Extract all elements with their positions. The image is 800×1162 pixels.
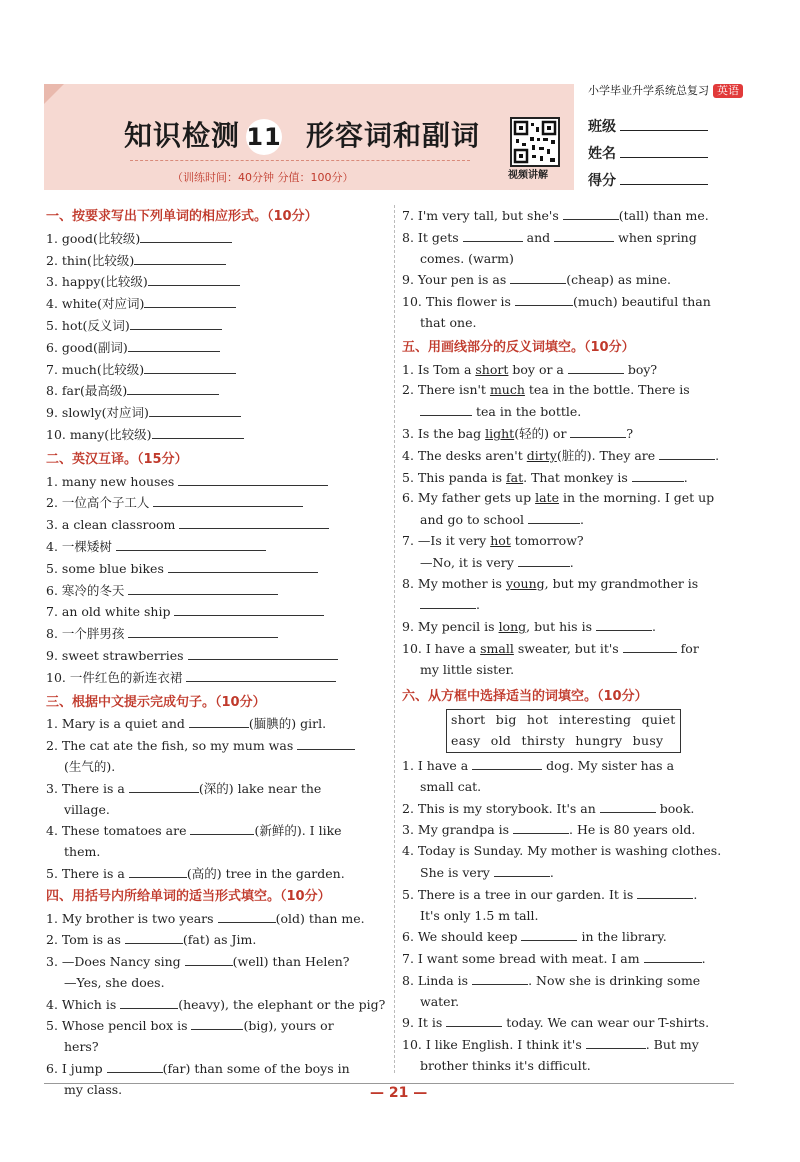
answer-blank[interactable] [446,1012,502,1027]
section-1-title: 一、按要求写出下列单词的相应形式。（10分） [46,209,318,224]
list-item: 3. happy(比较级) [46,271,378,293]
title-left: 知识检测 [124,119,241,152]
answer-blank[interactable] [186,667,336,682]
list-item: 8. 一个胖男孩 [46,623,378,645]
answer-blank[interactable] [513,819,569,834]
list-item: 3. My grandpa is . He is 80 years old. [402,819,732,841]
answer-blank[interactable] [153,492,303,507]
list-item: 1. Mary is a quiet and (腼腆的) girl. [46,713,378,735]
word-box [446,709,681,753]
answer-blank[interactable] [515,291,573,306]
list-item-cont: —No, it is very . [402,552,732,574]
list-item: 7. I'm very tall, but she's (tall) than me. [402,205,732,227]
list-item: 4. Today is Sunday. My mother is washing clothes. [402,843,722,859]
list-item: 1. My brother is two years (old) than me. [46,908,378,930]
section-5-title: 五、用画线部分的反义词填空。（10分） [402,339,635,355]
answer-blank[interactable] [129,863,187,878]
section-3-title: 三、根据中文提示完成句子。（10分） [46,694,266,710]
qr-code-icon[interactable] [510,117,560,167]
list-item: 1. good(比较级) [46,228,378,250]
list-item: 9. Your pen is as (cheap) as mine. [402,269,732,291]
subject-tag: 英语 [713,84,743,98]
list-item: 5. Whose pencil box is (big), yours or [46,1015,378,1037]
answer-blank[interactable] [189,713,249,728]
list-item: 4. 一棵矮树 [46,536,378,558]
list-item: 7. I want some bread with meat. I am . [402,948,732,970]
list-item: 6. good(副词) [46,337,378,359]
answer-blank[interactable] [568,359,624,374]
class-label: 班级 [588,119,616,135]
right-column [402,205,732,1077]
list-item: 2. Tom is as (fat) as Jim. [46,929,378,951]
answer-blank[interactable] [190,820,254,835]
word-box-row: easy old thirsty hungry busy [451,733,664,749]
answer-blank[interactable] [554,227,614,242]
list-item: 10. 一件红色的新连衣裙 [46,667,378,689]
answer-blank[interactable] [632,467,684,482]
answer-blank[interactable] [472,755,542,770]
list-item: 5. There is a (高的) tree in the garden. [46,863,378,885]
answer-blank[interactable] [178,471,328,486]
list-item: 8. It gets and when spring [402,227,732,249]
answer-blank[interactable] [168,558,318,573]
list-item-cont: them. [64,844,101,860]
title-divider [130,160,470,161]
list-item: 2. There isn't much tea in the bottle. There is [402,382,690,398]
answer-blank[interactable] [140,228,232,243]
left-column [46,205,386,1101]
series-label [588,82,743,98]
answer-blank[interactable] [125,929,183,944]
list-item: 6. 寒冷的冬天 [46,580,378,602]
answer-blank[interactable] [149,402,241,417]
list-item-cont: that one. [420,314,477,330]
list-item-cont: brother thinks it's difficult. [420,1058,591,1074]
list-item: 9. slowly(对应词) [46,402,378,424]
section-4-title: 四、用括号内所给单词的适当形式填空。（10分） [46,888,331,904]
list-item: 2. 一位高个子工人 [46,492,378,514]
list-item-cont: my little sister. [420,661,515,677]
answer-blank[interactable] [528,509,580,524]
list-item: 10. I like English. I think it's . But my [402,1034,732,1056]
list-item: 7. —Is it very hot tomorrow? [402,532,584,548]
answer-blank[interactable] [129,778,199,793]
class-field[interactable] [588,116,708,136]
answer-blank[interactable] [521,926,577,941]
list-item: 9. My pencil is long, but his is . [402,616,732,638]
answer-blank[interactable] [185,951,233,966]
list-item: 4. The desks aren't dirty(脏的). They are . [402,445,732,467]
list-item-cont: hers? [64,1039,99,1055]
name-line[interactable] [620,157,708,158]
list-item: 3. a clean classroom [46,514,378,536]
section-6-title: 六、从方框中选择适当的词填空。（10分） [402,688,648,704]
list-item: 5. some blue bikes [46,558,378,580]
list-item: 2. The cat ate the fish, so my mum was [46,735,378,757]
answer-blank[interactable] [116,536,266,551]
answer-blank[interactable] [130,315,222,330]
list-item-cont: tea in the bottle. [402,401,732,423]
answer-blank[interactable] [463,227,523,242]
answer-blank[interactable] [107,1058,163,1073]
list-item: 7. much(比较级) [46,359,378,381]
answer-blank[interactable] [144,359,236,374]
answer-blank[interactable] [623,638,677,653]
list-item: 1. I have a dog. My sister has a [402,755,732,777]
answer-blank[interactable] [297,735,355,750]
answer-blank[interactable] [472,970,528,985]
list-item-cont: village. [64,801,110,817]
answer-blank[interactable] [518,552,570,567]
list-item: 9. It is today. We can wear our T-shirts. [402,1012,732,1034]
answer-blank[interactable] [494,862,550,877]
list-item-cont: my class. [64,1081,123,1097]
answer-blank[interactable] [600,798,656,813]
answer-blank[interactable] [586,1034,646,1049]
list-item-cont: and go to school . [402,509,732,531]
answer-blank[interactable] [128,337,220,352]
list-item: 4. white(对应词) [46,293,378,315]
list-item-cont: water. [420,993,460,1009]
page-number: — 21 — [370,1085,428,1101]
series-text: 小学毕业升学系统总复习 [588,84,709,97]
class-line[interactable] [620,130,708,131]
list-item: 1. Is Tom a short boy or a boy? [402,359,732,381]
list-item: 4. These tomatoes are (新鲜的). I like [46,820,378,842]
answer-blank[interactable] [644,948,702,963]
answer-blank[interactable] [148,271,240,286]
list-item-cont: . [402,594,732,616]
list-item: 8. Linda is . Now she is drinking some [402,970,732,992]
list-item: 2. This is my storybook. It's an book. [402,798,732,820]
list-item-cont: (生气的). [64,758,116,774]
list-item: 7. an old white ship [46,601,378,623]
list-item: 5. There is a tree in our garden. It is . [402,884,732,906]
answer-blank[interactable] [128,580,278,595]
list-item: 5. This panda is fat. That monkey is . [402,467,732,489]
list-item: 6. We should keep in the library. [402,926,732,948]
list-item: 3. There is a (深的) lake near the [46,778,378,800]
list-item: 4. Which is (heavy), the elephant or the pig? [46,994,378,1016]
list-item-cont: comes. (warm) [420,250,514,266]
name-field[interactable] [588,143,708,163]
answer-blank[interactable] [218,908,276,923]
answer-blank[interactable] [179,514,329,529]
list-item: 5. hot(反义词) [46,315,378,337]
list-item: 6. I jump (far) than some of the boys in [46,1058,378,1080]
answer-blank[interactable] [420,401,472,416]
list-item: 1. many new houses [46,471,378,493]
answer-blank[interactable] [563,205,619,220]
title-topic: 形容词和副词 [306,119,481,152]
score-field[interactable] [588,170,708,190]
answer-blank[interactable] [174,601,324,616]
list-item-cont: She is very . [402,862,732,884]
list-item-cont: It's only 1.5 m tall. [420,907,539,923]
list-item: 10. many(比较级) [46,424,378,446]
answer-blank[interactable] [596,616,652,631]
name-label: 姓名 [588,146,616,162]
answer-blank[interactable] [637,884,693,899]
list-item: 3. —Does Nancy sing (well) than Helen? [46,951,378,973]
list-item: 6. My father gets up late in the morning. I get up [402,490,715,506]
list-item: 8. My mother is young, but my grandmother is [402,575,699,591]
list-item: 10. This flower is (much) beautiful than [402,291,732,313]
word-box-row: short big hot interesting quiet [451,712,676,728]
title-number: 11 [246,119,282,155]
list-item-cont: —Yes, she does. [64,974,165,990]
answer-blank[interactable] [144,293,236,308]
page-title [124,114,480,155]
answer-blank[interactable] [134,250,226,265]
list-item: 8. far(最高级) [46,380,378,402]
answer-blank[interactable] [120,994,178,1009]
list-item: 9. sweet strawberries [46,645,378,667]
answer-blank[interactable] [570,423,626,438]
list-item: 2. thin(比较级) [46,250,378,272]
answer-blank[interactable] [127,380,219,395]
section-2-title: 二、英汉互译。（15分） [46,451,188,467]
subtitle: （训练时间：40分钟 分值：100分） [172,171,354,184]
answer-blank[interactable] [128,623,278,638]
answer-blank[interactable] [510,269,566,284]
answer-blank[interactable] [420,594,476,609]
answer-blank[interactable] [659,445,715,460]
answer-blank[interactable] [152,424,244,439]
list-item: 10. I have a small sweater, but it's for [402,638,732,660]
score-label: 得分 [588,173,616,189]
list-item: 3. Is the bag light(轻的) or ? [402,423,732,445]
list-item-cont: small cat. [420,778,482,794]
answer-blank[interactable] [191,1015,243,1030]
qr-caption: 视频讲解 [508,170,548,181]
answer-blank[interactable] [188,645,338,660]
score-line[interactable] [620,184,708,185]
footer-rule [44,1083,734,1084]
column-divider [394,205,395,1073]
